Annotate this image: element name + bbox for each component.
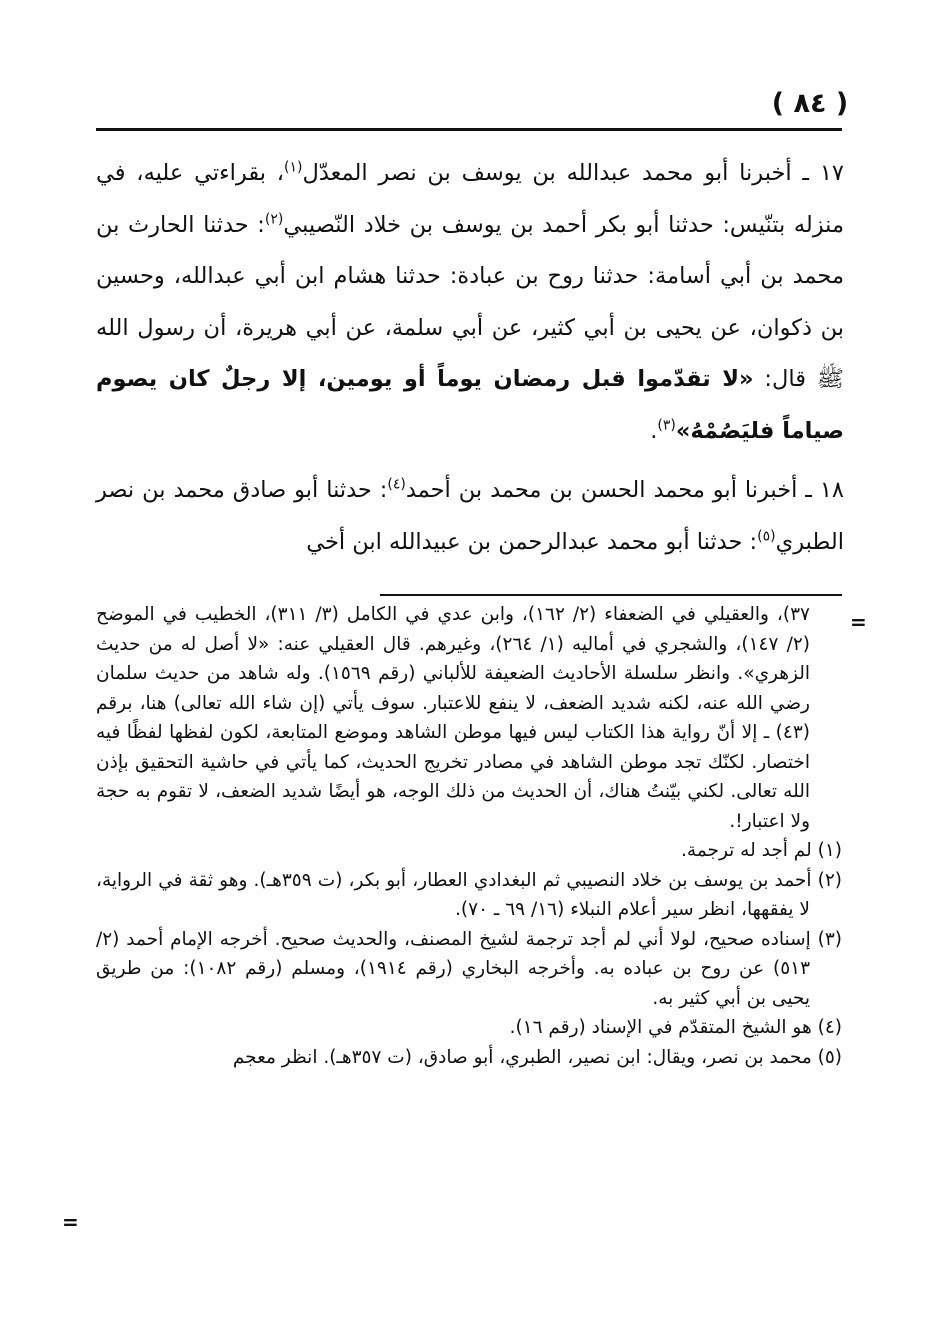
hadith-18-text-1: ١٨ ـ أخبرنا أبو محمد الحسن بن محمد بن أحمد [405,477,844,503]
footnote-3: (٣) إسناده صحيح، لولا أني لم أجد ترجمة لشيخ المصنف، والحديث صحيح. أخرجه الإمام أحمد (٢/ ٥١٣) عن روح بن عباده به. وأخرجه البخاري (رقم ١٩١٤)، ومسلم (رقم ١٠٨٢): من طريق يحيى بن أبي كثير به. [96,928,842,1009]
hadith-18 [96,465,844,568]
hadith-17-text-4: . [650,417,658,444]
hadith-18-text-3: : حدثنا أبو محمد عبدالرحمن بن عبيدالله ابن أخي [306,528,758,555]
footnote-4: (٤) هو الشيخ المتقدّم في الإسناد (رقم ١٦). [509,1017,842,1038]
page-number: ( ٨٤ ) [771,88,849,119]
hadith-18-text-2: : حدثنا أبو صادق محمد بن نصر الطبري [96,477,844,555]
footnote-marker-5: (٥) [757,528,776,544]
footnote-marker-1: (١) [284,159,303,176]
hadith-17-text-3: : حدثنا الحارث بن محمد بن أبي أسامة: حدثنا روح بن عبادة: حدثنا هشام ابن أبي عبدالله، وحسين بن ذكوان، عن يحيى بن أبي كثير، عن أبي سلمة، عن أبي هريرة، أن رسول الله ﷺ قال: [96,211,844,392]
footnote-marker-2: (٢) [264,211,284,227]
footnote-continuation: ٣٧)، والعقيلي في الضعفاء (٢/ ١٦٢)، وابن عدي في الكامل (٣/ ٣١١)، الخطيب في الموضح (٢/ ١٤٧)، والشجري في أماليه (١/ ٢٦٤)، وغيرهم. قال العقيلي عنه: «لا أصل له من حديث الزهري». وانظر سلسلة الأحاديث الضعيفة للألباني (رقم ١٥٦٩). وله شاهد من حديث سلمان رضي الله عنه، لكنه شديد الضعف، لا ينفع للاعتبار. سوف يأتي (إن شاء الله تعالى) هنا، برقم (٤٣) ـ إلا أنّ رواية هذا الكتاب ليس فيها موطن الشاهد وموضع المتابعة، لكون لفظها لفظًا فيه اختصار. لكنّك تجد موطن الشاهد في مصادر تخريج الحديث، كما يأتي في حاشية التحقيق بإذن الله تعالى. لكني بيّنتُ هناك، أن الحديث من ذلك الوجه، هو أيضًا شديد الضعف، لا تقوم به حجة ولا اعتبار!. [96,604,811,832]
footnote-5: (٥) محمد بن نصر، ويقال: ابن نصير، الطبري، أبو صادق، (ت ٣٥٧هـ). انظر معجم [232,1046,842,1068]
footnote-marker-3: (٣) [657,417,676,433]
hadith-17-text-2: ، بقراءتي عليه، في منزله بتنّيس: حدثنا أبو بكر أحمد بن يوسف بن خلاد النّصيبي [96,160,845,238]
hadith-17-prophetic-quote: «لا تقدّموا قبل رمضان يوماً أو يومين، إلا رجلٌ كان يصوم صياماً فليَصُمْهُ» [96,366,844,444]
hadith-17 [96,148,844,457]
footnote-2: (٢) أحمد بن يوسف بن خلاد النصيبي ثم البغدادي العطار، أبو بكر، (ت ٣٥٩هـ). وهو ثقة في الرواية، لا يفقهها، انظر سير أعلام النبلاء (١٦/ ٦٩ ـ ٧٠). [96,869,842,920]
main-text [96,148,844,568]
hadith-17-text-1: ١٧ ـ أخبرنا أبو محمد عبدالله بن يوسف بن نصر المعدّل [302,160,844,186]
footnote-continues-mark: = [62,1210,79,1234]
header-rule [96,128,842,131]
footnote-separator [380,594,842,596]
footnote-1: (١) لم أجد له ترجمة. [681,840,842,861]
footnote-marker-4: (٤) [387,476,406,493]
footnote-continued-from-mark: = [850,610,867,634]
footnotes [96,600,842,1072]
